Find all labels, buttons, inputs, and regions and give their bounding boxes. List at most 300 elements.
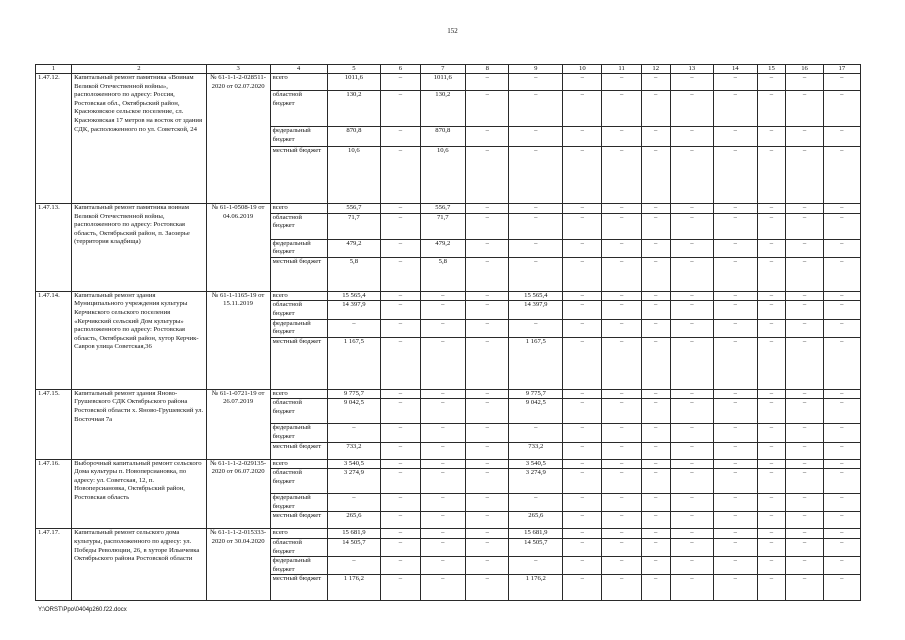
amount-cell: – bbox=[602, 147, 641, 204]
amount-cell: – bbox=[381, 127, 420, 147]
amount-cell: – bbox=[670, 319, 713, 337]
amount-cell: – bbox=[466, 512, 509, 529]
funding-source: областной бюджет bbox=[270, 91, 327, 127]
amount-cell: 3 274,9 bbox=[327, 469, 381, 494]
amount-cell: – bbox=[786, 442, 823, 459]
amount-cell: 9 042,5 bbox=[327, 399, 381, 424]
amount-cell: – bbox=[602, 494, 641, 512]
amount-cell: – bbox=[641, 301, 670, 319]
amount-cell: – bbox=[420, 389, 465, 399]
amount-cell: 9 775,7 bbox=[327, 389, 381, 399]
amount-cell: 15 565,4 bbox=[509, 291, 563, 301]
amount-cell: – bbox=[757, 147, 786, 204]
amount-cell: – bbox=[786, 213, 823, 239]
amount-cell: – bbox=[420, 459, 465, 469]
amount-cell: – bbox=[563, 319, 602, 337]
column-number: 5 bbox=[327, 65, 381, 74]
amount-cell: – bbox=[670, 529, 713, 539]
amount-cell: – bbox=[757, 557, 786, 575]
amount-cell: – bbox=[641, 529, 670, 539]
amount-cell: – bbox=[786, 512, 823, 529]
amount-cell: – bbox=[757, 529, 786, 539]
amount-cell: – bbox=[641, 127, 670, 147]
column-number: 10 bbox=[563, 65, 602, 74]
table-row bbox=[36, 529, 861, 539]
amount-cell: – bbox=[823, 538, 860, 556]
amount-cell: – bbox=[602, 389, 641, 399]
amount-cell: – bbox=[641, 337, 670, 389]
amount-cell: – bbox=[381, 442, 420, 459]
funding-source: областной бюджет bbox=[270, 538, 327, 556]
amount-cell: 1 176,2 bbox=[327, 575, 381, 601]
amount-cell: – bbox=[670, 557, 713, 575]
funding-source: федеральный бюджет bbox=[270, 494, 327, 512]
funding-source: областной бюджет bbox=[270, 213, 327, 239]
funding-source: местный бюджет bbox=[270, 512, 327, 529]
amount-cell: – bbox=[466, 204, 509, 214]
amount-cell: – bbox=[327, 494, 381, 512]
amount-cell: – bbox=[786, 337, 823, 389]
amount-cell: – bbox=[670, 424, 713, 442]
amount-cell: – bbox=[563, 91, 602, 127]
amount-cell: – bbox=[563, 494, 602, 512]
amount-cell: – bbox=[466, 74, 509, 91]
expertise-document: № 61-1-1-2-028511-2020 от 02.07.2020 bbox=[206, 74, 270, 204]
amount-cell: – bbox=[563, 213, 602, 239]
amount-cell: 556,7 bbox=[420, 204, 465, 214]
amount-cell: – bbox=[381, 319, 420, 337]
funding-source: федеральный бюджет bbox=[270, 557, 327, 575]
column-number-row bbox=[36, 65, 861, 74]
amount-cell: – bbox=[466, 91, 509, 127]
amount-cell: 1 176,2 bbox=[509, 575, 563, 601]
amount-cell: – bbox=[823, 575, 860, 601]
amount-cell: – bbox=[757, 575, 786, 601]
amount-cell: – bbox=[381, 291, 420, 301]
amount-cell: – bbox=[757, 257, 786, 291]
amount-cell: – bbox=[602, 319, 641, 337]
column-number: 7 bbox=[420, 65, 465, 74]
amount-cell: – bbox=[381, 538, 420, 556]
column-number: 14 bbox=[714, 65, 757, 74]
amount-cell: – bbox=[509, 257, 563, 291]
amount-cell: – bbox=[509, 91, 563, 127]
amount-cell: 1011,6 bbox=[420, 74, 465, 91]
amount-cell: – bbox=[714, 91, 757, 127]
item-number: 1.47.12. bbox=[36, 74, 72, 204]
amount-cell: 870,8 bbox=[327, 127, 381, 147]
amount-cell: – bbox=[381, 91, 420, 127]
amount-cell: – bbox=[641, 239, 670, 257]
column-number: 2 bbox=[72, 65, 206, 74]
amount-cell: – bbox=[602, 91, 641, 127]
amount-cell: – bbox=[641, 512, 670, 529]
amount-cell: – bbox=[466, 389, 509, 399]
amount-cell: – bbox=[714, 494, 757, 512]
amount-cell: 15 681,9 bbox=[327, 529, 381, 539]
amount-cell: 1 167,5 bbox=[509, 337, 563, 389]
amount-cell: – bbox=[509, 424, 563, 442]
amount-cell: 71,7 bbox=[327, 213, 381, 239]
amount-cell: – bbox=[786, 469, 823, 494]
amount-cell: – bbox=[641, 399, 670, 424]
amount-cell: – bbox=[563, 389, 602, 399]
amount-cell: – bbox=[714, 529, 757, 539]
amount-cell: – bbox=[509, 319, 563, 337]
amount-cell: – bbox=[420, 337, 465, 389]
column-number: 13 bbox=[670, 65, 713, 74]
amount-cell: – bbox=[466, 127, 509, 147]
amount-cell: – bbox=[641, 91, 670, 127]
amount-cell: – bbox=[602, 337, 641, 389]
amount-cell: – bbox=[466, 494, 509, 512]
object-name: Капитальный ремонт здания Яново-Грушевского СДК Октябрьского района Ростовской области х. Яново-Грушевский ул. Восточная 7а bbox=[72, 389, 206, 459]
amount-cell: – bbox=[381, 204, 420, 214]
amount-cell: – bbox=[757, 74, 786, 91]
amount-cell: – bbox=[641, 469, 670, 494]
amount-cell: – bbox=[563, 529, 602, 539]
amount-cell: – bbox=[670, 337, 713, 389]
funding-source: областной бюджет bbox=[270, 469, 327, 494]
amount-cell: – bbox=[757, 301, 786, 319]
amount-cell: – bbox=[563, 337, 602, 389]
amount-cell: – bbox=[714, 204, 757, 214]
amount-cell: – bbox=[757, 389, 786, 399]
amount-cell: 265,6 bbox=[509, 512, 563, 529]
item-number: 1.47.14. bbox=[36, 291, 72, 389]
amount-cell: – bbox=[757, 319, 786, 337]
amount-cell: – bbox=[823, 291, 860, 301]
amount-cell: – bbox=[420, 469, 465, 494]
amount-cell: – bbox=[757, 291, 786, 301]
funding-source: федеральный бюджет bbox=[270, 239, 327, 257]
amount-cell: – bbox=[602, 529, 641, 539]
column-number: 8 bbox=[466, 65, 509, 74]
amount-cell: – bbox=[563, 301, 602, 319]
table-row bbox=[36, 291, 861, 301]
amount-cell: – bbox=[823, 529, 860, 539]
amount-cell: – bbox=[757, 442, 786, 459]
amount-cell: – bbox=[420, 557, 465, 575]
amount-cell: – bbox=[420, 301, 465, 319]
item-number: 1.47.16. bbox=[36, 459, 72, 529]
funding-source: всего bbox=[270, 529, 327, 539]
amount-cell: – bbox=[563, 291, 602, 301]
amount-cell: – bbox=[823, 399, 860, 424]
amount-cell: – bbox=[602, 301, 641, 319]
amount-cell: – bbox=[823, 127, 860, 147]
amount-cell: – bbox=[823, 319, 860, 337]
amount-cell: – bbox=[327, 424, 381, 442]
amount-cell: – bbox=[641, 257, 670, 291]
amount-cell: – bbox=[757, 469, 786, 494]
amount-cell: – bbox=[823, 91, 860, 127]
amount-cell: – bbox=[466, 538, 509, 556]
amount-cell: – bbox=[641, 213, 670, 239]
amount-cell: – bbox=[602, 557, 641, 575]
amount-cell: – bbox=[786, 399, 823, 424]
amount-cell: 14 505,7 bbox=[509, 538, 563, 556]
amount-cell: – bbox=[602, 127, 641, 147]
amount-cell: – bbox=[466, 557, 509, 575]
amount-cell: – bbox=[381, 399, 420, 424]
amount-cell: – bbox=[786, 91, 823, 127]
amount-cell: – bbox=[420, 399, 465, 424]
amount-cell: – bbox=[381, 257, 420, 291]
amount-cell: – bbox=[757, 91, 786, 127]
amount-cell: – bbox=[757, 399, 786, 424]
amount-cell: – bbox=[420, 512, 465, 529]
amount-cell: 10,6 bbox=[420, 147, 465, 204]
amount-cell: – bbox=[641, 575, 670, 601]
amount-cell: – bbox=[670, 204, 713, 214]
amount-cell: – bbox=[714, 74, 757, 91]
amount-cell: – bbox=[823, 557, 860, 575]
table-row bbox=[36, 74, 861, 91]
amount-cell: – bbox=[714, 512, 757, 529]
object-name: Капитальный ремонт здания Муниципального учреждения культуры Керчикского сельского поселения «Керчикский сельский Дом культуры» расположенного по адресу: Ростовская область, Октябрьский район, хутор Керчик-Савров улица Советская,36 bbox=[72, 291, 206, 389]
amount-cell: – bbox=[509, 127, 563, 147]
amount-cell: – bbox=[641, 204, 670, 214]
amount-cell: – bbox=[786, 459, 823, 469]
expertise-document: № 61-1-1165-19 от 15.11.2019 bbox=[206, 291, 270, 389]
amount-cell: – bbox=[670, 301, 713, 319]
amount-cell: – bbox=[786, 127, 823, 147]
amount-cell: 265,6 bbox=[327, 512, 381, 529]
object-name: Капитальный ремонт памятника «Воинам Великой Отечественной войны», расположенного по адресу: Россия, Ростовская обл., Октябрьский район, Красюковское сельское поселение, сл. Красюковская 17 метров на восток от здания СДК, расположенного по ул. Советской, 24 bbox=[72, 74, 206, 204]
item-number: 1.47.15. bbox=[36, 389, 72, 459]
amount-cell: – bbox=[670, 389, 713, 399]
amount-cell: – bbox=[602, 459, 641, 469]
amount-cell: – bbox=[757, 337, 786, 389]
amount-cell: – bbox=[381, 74, 420, 91]
amount-cell: – bbox=[714, 213, 757, 239]
amount-cell: – bbox=[641, 538, 670, 556]
amount-cell: – bbox=[466, 459, 509, 469]
amount-cell: – bbox=[563, 512, 602, 529]
amount-cell: – bbox=[823, 213, 860, 239]
page-number: 152 bbox=[447, 27, 458, 35]
amount-cell: – bbox=[509, 557, 563, 575]
amount-cell: – bbox=[823, 74, 860, 91]
amount-cell: – bbox=[757, 459, 786, 469]
amount-cell: – bbox=[757, 494, 786, 512]
amount-cell: – bbox=[466, 399, 509, 424]
amount-cell: – bbox=[563, 557, 602, 575]
amount-cell: – bbox=[420, 319, 465, 337]
expertise-document: № 61-1-0508-19 от 04.06.2019 bbox=[206, 204, 270, 292]
amount-cell: – bbox=[757, 538, 786, 556]
amount-cell: – bbox=[563, 74, 602, 91]
amount-cell: – bbox=[466, 424, 509, 442]
funding-source: местный бюджет bbox=[270, 442, 327, 459]
funding-source: всего bbox=[270, 291, 327, 301]
amount-cell: – bbox=[670, 213, 713, 239]
amount-cell: – bbox=[670, 512, 713, 529]
amount-cell: – bbox=[466, 213, 509, 239]
funding-source: всего bbox=[270, 389, 327, 399]
amount-cell: 9 042,5 bbox=[509, 399, 563, 424]
amount-cell: – bbox=[327, 319, 381, 337]
amount-cell: – bbox=[670, 91, 713, 127]
column-number: 17 bbox=[823, 65, 860, 74]
amount-cell: – bbox=[670, 575, 713, 601]
amount-cell: – bbox=[641, 424, 670, 442]
amount-cell: – bbox=[381, 557, 420, 575]
funding-source: всего bbox=[270, 204, 327, 214]
amount-cell: – bbox=[670, 442, 713, 459]
amount-cell: – bbox=[420, 442, 465, 459]
amount-cell: – bbox=[757, 424, 786, 442]
amount-cell: – bbox=[823, 147, 860, 204]
amount-cell: – bbox=[381, 213, 420, 239]
amount-cell: – bbox=[714, 399, 757, 424]
amount-cell: – bbox=[823, 337, 860, 389]
expertise-document: № 61-1-1-2-015333-2020 от 30.04.2020 bbox=[206, 529, 270, 601]
amount-cell: – bbox=[563, 442, 602, 459]
amount-cell: – bbox=[641, 319, 670, 337]
expertise-document: № 61-1-0721-19 от 26.07.2019 bbox=[206, 389, 270, 459]
amount-cell: – bbox=[714, 291, 757, 301]
funding-source: всего bbox=[270, 459, 327, 469]
amount-cell: – bbox=[509, 494, 563, 512]
amount-cell: – bbox=[420, 291, 465, 301]
object-name: Выборочный капитальный ремонт сельского Дома культуры п. Новоперсиановка, по адресу: ул. Советская, 12, п. Новоперсиановка, Октябрьский район, Ростовская область bbox=[72, 459, 206, 529]
amount-cell: – bbox=[714, 301, 757, 319]
amount-cell: – bbox=[786, 239, 823, 257]
amount-cell: 130,2 bbox=[327, 91, 381, 127]
amount-cell: – bbox=[714, 459, 757, 469]
amount-cell: – bbox=[602, 213, 641, 239]
column-number: 3 bbox=[206, 65, 270, 74]
amount-cell: – bbox=[466, 529, 509, 539]
amount-cell: – bbox=[714, 469, 757, 494]
amount-cell: – bbox=[641, 442, 670, 459]
amount-cell: 3 540,5 bbox=[509, 459, 563, 469]
amount-cell: – bbox=[381, 389, 420, 399]
amount-cell: – bbox=[670, 469, 713, 494]
amount-cell: – bbox=[714, 389, 757, 399]
amount-cell: – bbox=[641, 459, 670, 469]
amount-cell: 1 167,5 bbox=[327, 337, 381, 389]
amount-cell: – bbox=[714, 319, 757, 337]
amount-cell: – bbox=[757, 127, 786, 147]
amount-cell: – bbox=[670, 127, 713, 147]
amount-cell: – bbox=[563, 538, 602, 556]
amount-cell: – bbox=[786, 389, 823, 399]
table-row bbox=[36, 459, 861, 469]
amount-cell: – bbox=[823, 442, 860, 459]
amount-cell: 870,8 bbox=[420, 127, 465, 147]
amount-cell: – bbox=[602, 239, 641, 257]
amount-cell: – bbox=[786, 575, 823, 601]
amount-cell: – bbox=[786, 301, 823, 319]
amount-cell: 733,2 bbox=[327, 442, 381, 459]
amount-cell: – bbox=[466, 469, 509, 494]
amount-cell: – bbox=[823, 469, 860, 494]
amount-cell: – bbox=[602, 512, 641, 529]
amount-cell: – bbox=[670, 291, 713, 301]
amount-cell: – bbox=[563, 147, 602, 204]
amount-cell: – bbox=[381, 469, 420, 494]
amount-cell: – bbox=[602, 74, 641, 91]
amount-cell: 5,8 bbox=[420, 257, 465, 291]
amount-cell: – bbox=[786, 538, 823, 556]
amount-cell: – bbox=[786, 204, 823, 214]
funding-source: местный бюджет bbox=[270, 257, 327, 291]
amount-cell: – bbox=[786, 74, 823, 91]
amount-cell: – bbox=[823, 204, 860, 214]
amount-cell: – bbox=[714, 538, 757, 556]
amount-cell: – bbox=[420, 424, 465, 442]
table-row bbox=[36, 204, 861, 214]
amount-cell: – bbox=[563, 257, 602, 291]
amount-cell: – bbox=[509, 74, 563, 91]
object-name: Капитальный ремонт сельского дома культуры, расположенного по адресу: ул. Победы Революции, 26, в хуторе Ильичевка Октябрьского района Ростовской области bbox=[72, 529, 206, 601]
amount-cell: – bbox=[466, 319, 509, 337]
column-number: 6 bbox=[381, 65, 420, 74]
amount-cell: – bbox=[714, 147, 757, 204]
amount-cell: – bbox=[714, 557, 757, 575]
amount-cell: – bbox=[381, 575, 420, 601]
amount-cell: – bbox=[466, 291, 509, 301]
amount-cell: – bbox=[466, 147, 509, 204]
amount-cell: – bbox=[381, 424, 420, 442]
amount-cell: – bbox=[509, 147, 563, 204]
amount-cell: – bbox=[466, 301, 509, 319]
amount-cell: – bbox=[714, 239, 757, 257]
amount-cell: – bbox=[786, 147, 823, 204]
amount-cell: – bbox=[714, 575, 757, 601]
amount-cell: – bbox=[714, 442, 757, 459]
amount-cell: – bbox=[509, 204, 563, 214]
amount-cell: 1011,6 bbox=[327, 74, 381, 91]
amount-cell: – bbox=[786, 291, 823, 301]
amount-cell: 3 540,5 bbox=[327, 459, 381, 469]
amount-cell: 14 397,9 bbox=[509, 301, 563, 319]
amount-cell: – bbox=[602, 538, 641, 556]
item-number: 1.47.17. bbox=[36, 529, 72, 601]
amount-cell: – bbox=[757, 512, 786, 529]
funding-source: федеральный бюджет bbox=[270, 127, 327, 147]
amount-cell: 5,8 bbox=[327, 257, 381, 291]
amount-cell: – bbox=[563, 459, 602, 469]
item-number: 1.47.13. bbox=[36, 204, 72, 292]
amount-cell: – bbox=[563, 239, 602, 257]
amount-cell: – bbox=[381, 494, 420, 512]
amount-cell: – bbox=[381, 301, 420, 319]
amount-cell: 130,2 bbox=[420, 91, 465, 127]
amount-cell: – bbox=[786, 319, 823, 337]
amount-cell: – bbox=[602, 442, 641, 459]
amount-cell: – bbox=[786, 494, 823, 512]
amount-cell: – bbox=[466, 442, 509, 459]
amount-cell: – bbox=[420, 575, 465, 601]
amount-cell: – bbox=[420, 538, 465, 556]
amount-cell: – bbox=[563, 399, 602, 424]
amount-cell: – bbox=[823, 257, 860, 291]
column-number: 15 bbox=[757, 65, 786, 74]
amount-cell: – bbox=[466, 257, 509, 291]
amount-cell: – bbox=[466, 337, 509, 389]
amount-cell: – bbox=[563, 575, 602, 601]
amount-cell: – bbox=[602, 469, 641, 494]
amount-cell: – bbox=[602, 204, 641, 214]
funding-source: федеральный бюджет bbox=[270, 319, 327, 337]
funding-source: местный бюджет bbox=[270, 575, 327, 601]
amount-cell: – bbox=[823, 239, 860, 257]
amount-cell: – bbox=[466, 575, 509, 601]
